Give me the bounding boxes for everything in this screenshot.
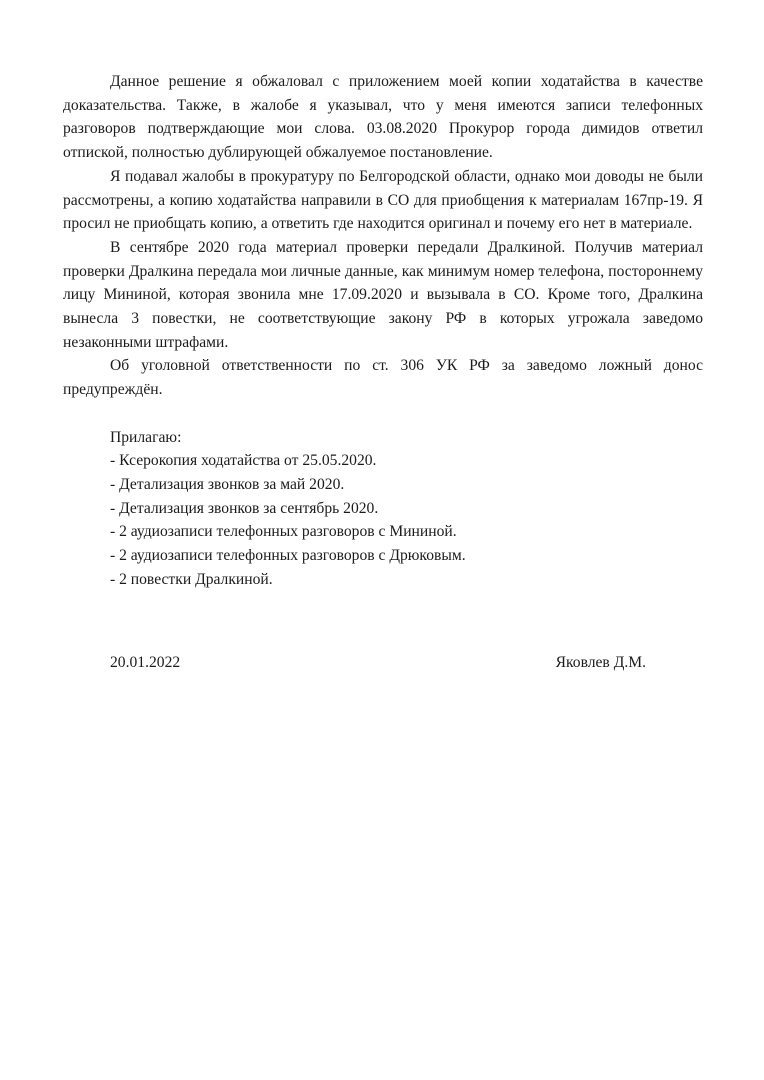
attachment-item-1: - Ксерокопия ходатайства от 25.05.2020. (110, 452, 377, 470)
attachment-item-5: - 2 аудиозаписи телефонных разговоров с Дрюковым. (110, 547, 466, 565)
attachment-item-2: - Детализация звонков за май 2020. (110, 475, 345, 493)
body-paragraph-3: В сентябре 2020 года материал проверки передали Дралкиной. Получив материал проверки Дралкина передала мои личные данные, как минимум номер телефона, постороннему лицу Мининой, которая звонила мне 17.09.2020 и вызывала в СО. Кроме того, Дралкина вынесла 3 повестки, не соответствующие закону РФ в которых угрожала заведомо незаконными штрафами. (63, 238, 703, 351)
signature-date: 20.01.2022 (110, 654, 181, 672)
attachment-item-4: - 2 аудиозаписи телефонных разговоров с Мининой. (110, 523, 457, 541)
attachments-label: Прилагаю: (110, 428, 182, 446)
body-paragraph-4: Об уголовной ответственности по ст. 306 УК РФ за заведомо ложный донос предупреждён. (63, 357, 703, 399)
signature-name: Яковлев Д.М. (555, 654, 646, 672)
body-paragraph-1: Данное решение я обжаловал с приложением моей копии ходатайства в качестве доказательства. Также, в жалобе я указывал, что у меня имеются записи телефонных разговоров подтверждающие мои слова. 03.08.2020 Прокурор города димидов ответил отпиской, полностью дублирующей обжалуемое постановление. (63, 73, 703, 162)
attachment-item-6: - 2 повестки Дралкиной. (110, 570, 273, 588)
signature-row (63, 651, 703, 675)
body-paragraph-2: Я подавал жалобы в прокуратуру по Белгородской области, однако мои доводы не были рассмотрены, а копию ходатайства направили в СО для приобщения к материалам 167пр-19. Я просил не приобщать копию, а ответить где находится оригинал и почему его нет в материале. (63, 167, 703, 233)
attachment-item-3: - Детализация звонков за сентябрь 2020. (110, 499, 379, 517)
